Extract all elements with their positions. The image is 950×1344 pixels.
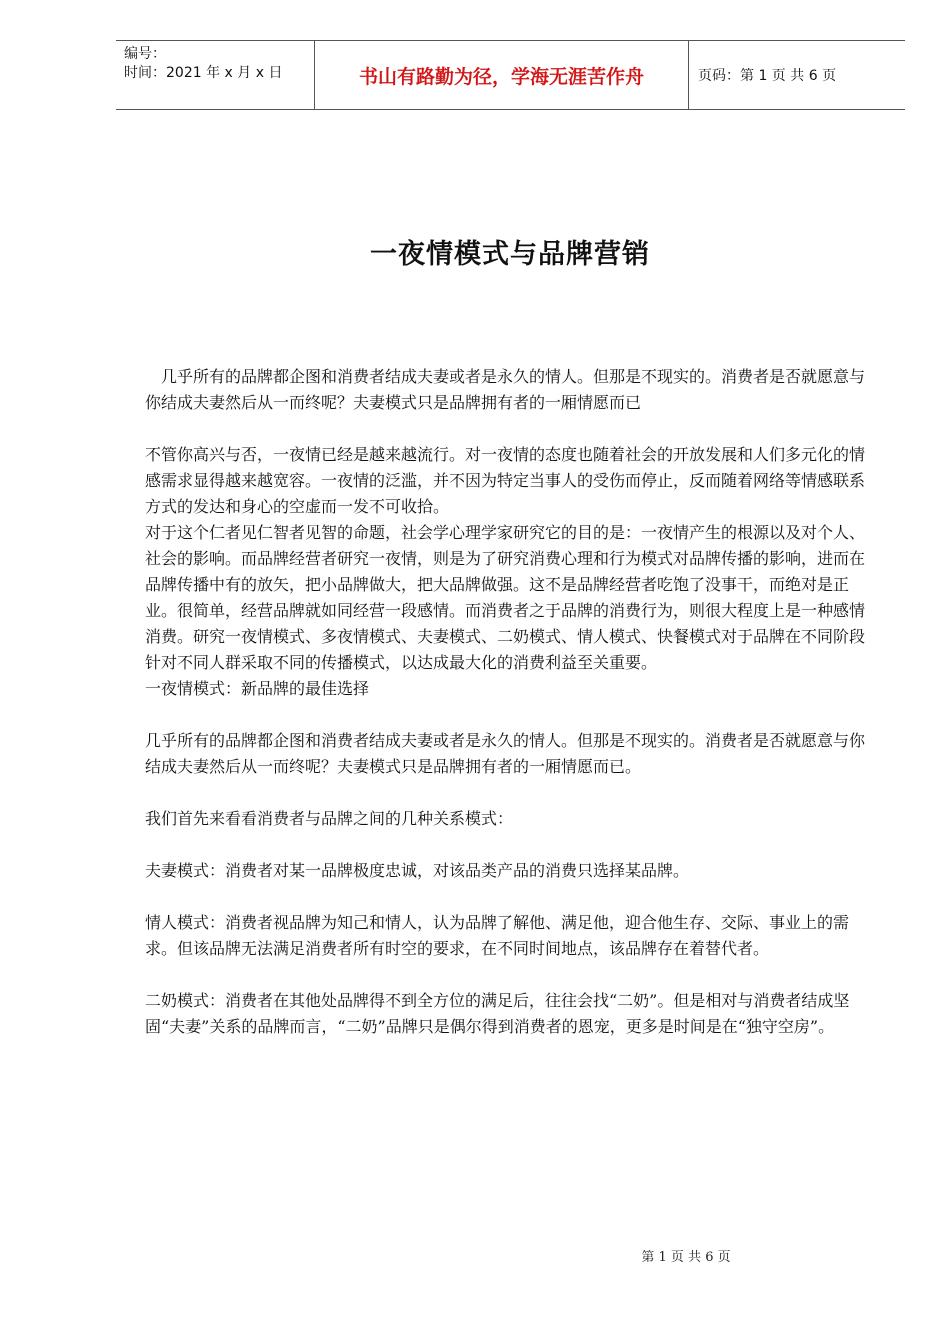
header-meta [116, 41, 314, 109]
paragraph: 几乎所有的品牌都企图和消费者结成夫妻或者是永久的情人。但那是不现实的。消费者是否就愿意与你结成夫妻然后从一而终呢？夫妻模式只是品牌拥有者的一厢情愿而已。 [145, 731, 866, 776]
time-label: 时间：2021 年 x 月 x 日 [124, 65, 283, 81]
document-header [116, 40, 905, 110]
paragraph: 几乎所有的品牌都企图和消费者结成夫妻或者是永久的情人。但那是不现实的。消费者是否就愿意与你结成夫妻然后从一而终呢？夫妻模式只是品牌拥有者的一厢情愿而已 [145, 367, 866, 412]
header-page-info: 页码：第 1 页 共 6 页 [698, 68, 837, 84]
paragraph: 二奶模式：消费者在其他处品牌得不到全方位的满足后，往往会找“二奶”。但是相对与消费者结成坚固“夫妻”关系的品牌而言，“二奶”品牌只是偶尔得到消费者的恩宠，更多是时间是在“独守空房”。 [145, 991, 850, 1036]
section-heading: 一夜情模式：新品牌的最佳选择 [145, 679, 370, 698]
paragraph: 情人模式：消费者视品牌为知己和情人，认为品牌了解他、满足他，迎合他生存、交际、事业上的需求。但该品牌无法满足消费者所有时空的要求，在不同时间地点，该品牌存在着替代者。 [145, 913, 850, 958]
paragraph: 对于这个仁者见仁智者见智的命题，社会学心理学家研究它的目的是：一夜情产生的根源以及对个人、社会的影响。而品牌经营者研究一夜情，则是为了研究消费心理和行为模式对品牌传播的影响，进而在品牌传播中有的放矢，把小品牌做大，把大品牌做强。这不是品牌经营者吃饱了没事干，而绝对是正业。很简单，经营品牌就如同经营一段感情。而消费者之于品牌的消费行为，则很大程度上是一种感情消费。研究一夜情模式、多夜情模式、夫妻模式、二奶模式、情人模式、快餐模式对于品牌在不同阶段针对不同人群采取不同的传播模式，以达成最大化的消费利益至关重要。 [145, 523, 866, 672]
paragraph: 不管你高兴与否，一夜情已经是越来越流行。对一夜情的态度也随着社会的开放发展和人们多元化的情感需求显得越来越宽容。一夜情的泛滥，并不因为特定当事人的受伤而停止，反而随着网络等情感联系方式的发达和身心的空虚而一发不可收拾。 [145, 445, 866, 516]
page-footer: 第 1 页 共 6 页 [641, 1250, 731, 1265]
number-label: 编号： [124, 46, 166, 62]
paragraph: 我们首先来看看消费者与品牌之间的几种关系模式： [145, 809, 514, 828]
document-body [145, 364, 877, 1040]
header-motto: 书山有路勤为径，学海无涯苦作舟 [358, 65, 644, 88]
paragraph: 夫妻模式：消费者对某一品牌极度忠诚，对该品类产品的消费只选择某品牌。 [145, 861, 690, 880]
document-title: 一夜情模式与品牌营销 [370, 239, 650, 270]
